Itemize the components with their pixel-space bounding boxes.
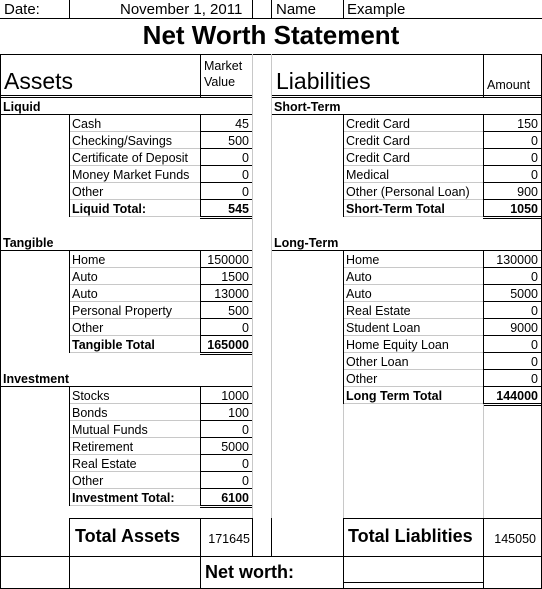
asset-item-value[interactable]: 1500 bbox=[221, 270, 249, 284]
liability-item-label: Student Loan bbox=[346, 321, 421, 335]
asset-item-value[interactable]: 500 bbox=[228, 304, 249, 318]
asset-section-title: Tangible bbox=[3, 236, 54, 250]
asset-item-label: Retirement bbox=[72, 440, 134, 454]
asset-section-total-value: 545 bbox=[228, 202, 249, 216]
liability-item-label: Credit Card bbox=[346, 134, 410, 148]
name-label: Name bbox=[276, 1, 317, 18]
asset-item-value[interactable]: 150000 bbox=[207, 253, 249, 267]
asset-item-value[interactable]: 0 bbox=[242, 423, 249, 437]
liability-item-value[interactable]: 0 bbox=[531, 355, 538, 369]
asset-item-label: Real Estate bbox=[72, 457, 137, 471]
liability-item-value[interactable]: 900 bbox=[517, 185, 538, 199]
asset-section-total-value: 165000 bbox=[207, 338, 249, 352]
asset-item-label: Cash bbox=[72, 117, 102, 131]
asset-section-total-label: Liquid Total: bbox=[72, 202, 147, 216]
total-assets-label: Total Assets bbox=[75, 526, 181, 546]
liability-section-title: Short-Term bbox=[274, 100, 341, 114]
liability-item-value[interactable]: 0 bbox=[531, 134, 538, 148]
asset-item-label: Other bbox=[72, 321, 104, 335]
liability-section-title: Long-Term bbox=[274, 236, 339, 250]
asset-item-value[interactable]: 1000 bbox=[221, 389, 249, 403]
asset-item-value[interactable]: 0 bbox=[242, 321, 249, 335]
asset-section-total-label: Investment Total: bbox=[72, 491, 175, 505]
asset-item-label: Stocks bbox=[72, 389, 110, 403]
asset-item-label: Other bbox=[72, 185, 104, 199]
liability-item-label: Medical bbox=[346, 168, 390, 182]
liability-item-value[interactable]: 130000 bbox=[496, 253, 538, 267]
asset-item-value[interactable]: 13000 bbox=[214, 287, 249, 301]
liability-item-label: Auto bbox=[346, 287, 372, 301]
liability-section-total-value: 1050 bbox=[510, 202, 538, 216]
asset-item-label: Auto bbox=[72, 287, 98, 301]
asset-section-total-label: Tangible Total bbox=[72, 338, 155, 352]
asset-item-label: Mutual Funds bbox=[72, 423, 148, 437]
amount-header: Amount bbox=[487, 78, 531, 92]
total-liabilities-label: Total Liablities bbox=[348, 526, 473, 546]
liability-section-total-label: Long Term Total bbox=[346, 389, 443, 403]
liability-item-label: Credit Card bbox=[346, 151, 410, 165]
asset-section-title: Investment bbox=[3, 372, 69, 386]
total-assets-value: 171645 bbox=[208, 532, 250, 546]
liability-item-value[interactable]: 0 bbox=[531, 372, 538, 386]
liability-item-value[interactable]: 0 bbox=[531, 168, 538, 182]
asset-item-label: Personal Property bbox=[72, 304, 173, 318]
liability-item-value[interactable]: 0 bbox=[531, 304, 538, 318]
liability-item-value[interactable]: 150 bbox=[517, 117, 538, 131]
asset-item-value[interactable]: 5000 bbox=[221, 440, 249, 454]
liability-item-value[interactable]: 0 bbox=[531, 270, 538, 284]
page-title: Net Worth Statement bbox=[142, 20, 400, 50]
name-value[interactable]: Example bbox=[347, 1, 406, 18]
asset-item-value[interactable]: 0 bbox=[242, 457, 249, 471]
liability-section-total-label: Short-Term Total bbox=[346, 202, 445, 216]
liability-item-value[interactable]: 5000 bbox=[510, 287, 538, 301]
asset-item-label: Home bbox=[72, 253, 106, 267]
liability-item-value[interactable]: 0 bbox=[531, 151, 538, 165]
liability-section-total-value: 144000 bbox=[496, 389, 538, 403]
liability-item-value[interactable]: 9000 bbox=[510, 321, 538, 335]
liabilities-heading: Liabilities bbox=[276, 68, 371, 94]
asset-item-value[interactable]: 0 bbox=[242, 168, 249, 182]
liability-item-label: Other Loan bbox=[346, 355, 409, 369]
asset-section-total-value: 6100 bbox=[221, 491, 249, 505]
asset-item-label: Bonds bbox=[72, 406, 108, 420]
asset-item-label: Money Market Funds bbox=[72, 168, 190, 182]
liability-item-label: Home bbox=[346, 253, 380, 267]
asset-item-value[interactable]: 0 bbox=[242, 185, 249, 199]
asset-item-label: Checking/Savings bbox=[72, 134, 173, 148]
liability-item-label: Other bbox=[346, 372, 378, 386]
liability-item-value[interactable]: 0 bbox=[531, 338, 538, 352]
asset-item-value[interactable]: 100 bbox=[228, 406, 249, 420]
liability-item-label: Auto bbox=[346, 270, 372, 284]
market-value-header: Market Value bbox=[204, 59, 243, 89]
net-worth-label: Net worth: bbox=[205, 562, 294, 582]
asset-item-value[interactable]: 0 bbox=[242, 474, 249, 488]
date-value[interactable]: November 1, 2011 bbox=[120, 1, 243, 18]
liability-item-label: Other (Personal Loan) bbox=[346, 185, 470, 199]
liability-item-label: Home Equity Loan bbox=[346, 338, 449, 352]
total-liabilities-value: 145050 bbox=[494, 532, 536, 546]
asset-item-label: Auto bbox=[72, 270, 98, 284]
asset-item-value[interactable]: 45 bbox=[235, 117, 249, 131]
liability-item-label: Real Estate bbox=[346, 304, 411, 318]
asset-section-title: Liquid bbox=[3, 100, 41, 114]
asset-item-value[interactable]: 500 bbox=[228, 134, 249, 148]
liability-item-label: Credit Card bbox=[346, 117, 410, 131]
asset-item-label: Certificate of Deposit bbox=[72, 151, 189, 165]
assets-heading: Assets bbox=[4, 68, 74, 94]
date-label: Date: bbox=[4, 1, 40, 18]
asset-item-label: Other bbox=[72, 474, 104, 488]
asset-item-value[interactable]: 0 bbox=[242, 151, 249, 165]
